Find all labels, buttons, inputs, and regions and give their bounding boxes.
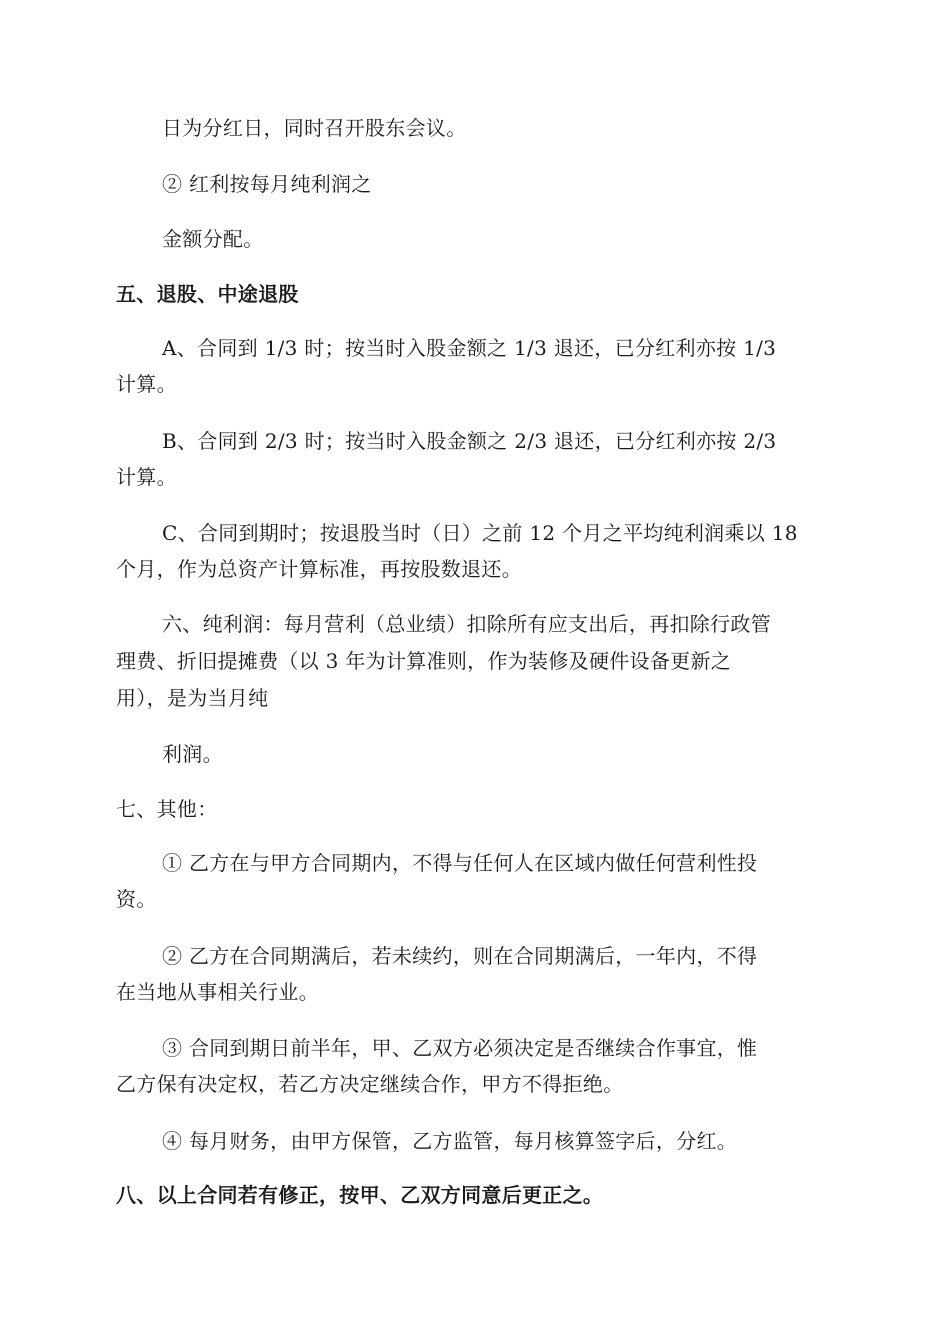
clause-a-cont: 计算。 <box>116 372 177 396</box>
paragraph-line: 金额分配。 <box>162 227 264 251</box>
clause-b-cont: 计算。 <box>116 465 177 489</box>
section-heading-5: 五、退股、中途退股 <box>116 282 299 306</box>
clause-1-line: ① 乙方在与甲方合同期内，不得与任何人在区域内做任何营利性投 <box>162 851 758 875</box>
section-6-cont: 用），是为当月纯 <box>116 686 269 710</box>
section-6-line: 六、纯利润：每月营利（总业绩）扣除所有应支出后，再扣除行政管 <box>162 612 771 636</box>
clause-3-cont: 乙方保有决定权，若乙方决定继续合作，甲方不得拒绝。 <box>116 1072 624 1096</box>
section-6-cont: 理费、折旧提摊费（以 3 年为计算准则，作为装修及硬件设备更新之 <box>116 649 732 673</box>
clause-c-cont: 个月，作为总资产计算标准，再按股数退还。 <box>116 557 522 581</box>
clause-a-line: A、合同到 1/3 时；按当时入股金额之 1/3 退还，已分红利亦按 1/3 <box>162 336 777 360</box>
section-heading-8: 八、以上合同若有修正，按甲、乙双方同意后更正之。 <box>116 1183 604 1207</box>
clause-2-line: ② 乙方在合同期满后，若未续约，则在合同期满后，一年内，不得 <box>162 944 758 968</box>
clause-3-line: ③ 合同到期日前半年，甲、乙双方必须决定是否继续合作事宜，惟 <box>162 1036 758 1060</box>
clause-c-line: C、合同到期时；按退股当时（日）之前 12 个月之平均纯利润乘以 18 <box>162 521 798 545</box>
section-6-cont: 利润。 <box>162 742 223 766</box>
section-heading-7: 七、其他： <box>116 797 218 821</box>
paragraph-line: 日为分红日，同时召开股东会议。 <box>162 116 467 140</box>
clause-2-line: ② 红利按每月纯利润之 <box>162 172 372 196</box>
clause-b-line: B、合同到 2/3 时；按当时入股金额之 2/3 退还，已分红利亦按 2/3 <box>162 429 777 453</box>
clause-2-cont: 在当地从事相关行业。 <box>116 980 319 1004</box>
clause-4-line: ④ 每月财务，由甲方保管，乙方监管，每月核算签字后，分红。 <box>162 1129 738 1153</box>
clause-1-cont: 资。 <box>116 887 157 911</box>
